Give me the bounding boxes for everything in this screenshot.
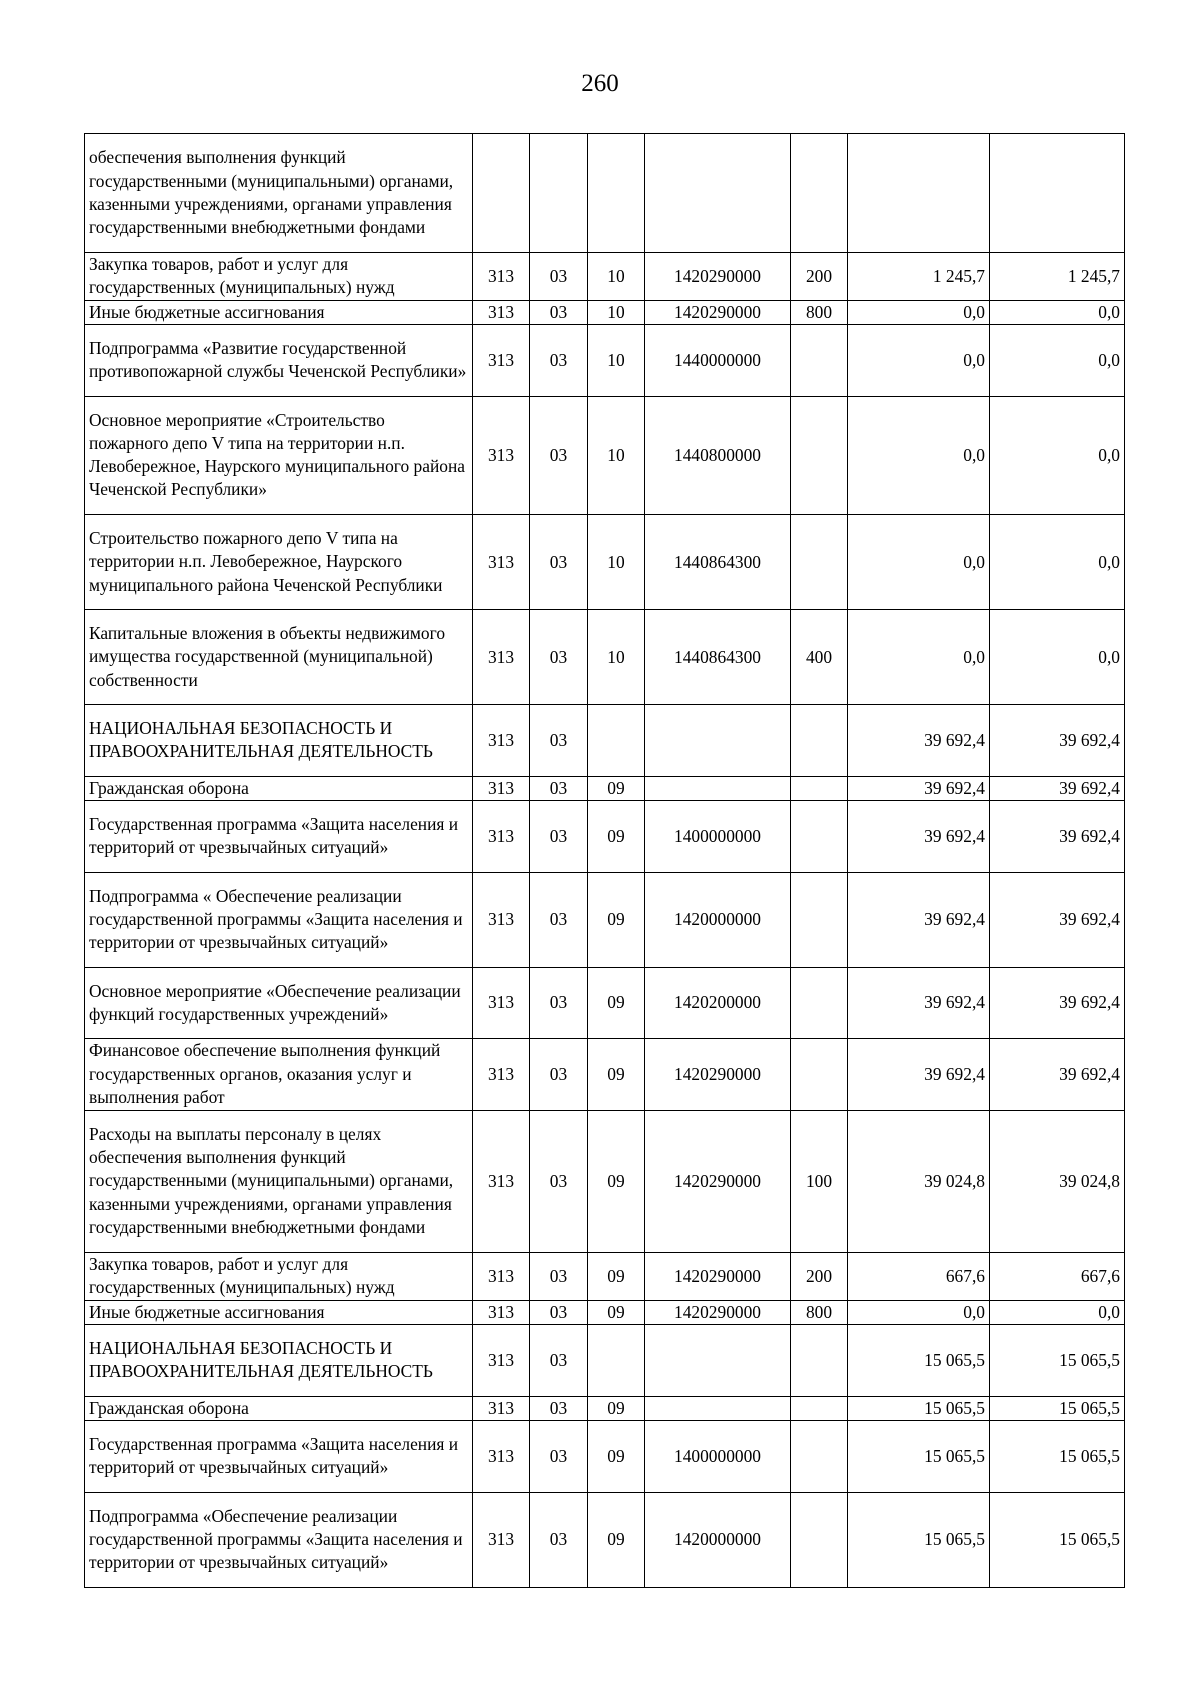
subsection-code: 09 bbox=[588, 1421, 645, 1493]
ministry-code: 313 bbox=[473, 705, 530, 777]
table-row bbox=[85, 1325, 1125, 1397]
table-row bbox=[85, 1396, 1125, 1421]
amount-1: 39 692,4 bbox=[848, 872, 990, 967]
ministry-code: 313 bbox=[473, 325, 530, 397]
table-row bbox=[85, 776, 1125, 801]
subsection-code: 09 bbox=[588, 801, 645, 873]
subsection-code bbox=[588, 1325, 645, 1397]
section-code: 03 bbox=[530, 1396, 588, 1421]
ministry-code: 313 bbox=[473, 610, 530, 705]
section-code: 03 bbox=[530, 776, 588, 801]
ministry-code: 313 bbox=[473, 776, 530, 801]
section-code: 03 bbox=[530, 801, 588, 873]
section-code: 03 bbox=[530, 872, 588, 967]
target-article-code bbox=[645, 705, 791, 777]
amount-1: 39 692,4 bbox=[848, 801, 990, 873]
ministry-code: 313 bbox=[473, 1396, 530, 1421]
table-row bbox=[85, 134, 1125, 253]
subsection-code: 09 bbox=[588, 1300, 645, 1325]
ministry-code: 313 bbox=[473, 872, 530, 967]
amount-2: 1 245,7 bbox=[990, 252, 1125, 300]
amount-2: 39 024,8 bbox=[990, 1110, 1125, 1252]
ministry-code: 313 bbox=[473, 396, 530, 515]
ministry-code: 313 bbox=[473, 801, 530, 873]
target-article-code: 1420290000 bbox=[645, 1110, 791, 1252]
section-code: 03 bbox=[530, 1325, 588, 1397]
row-name: Закупка товаров, работ и услуг для государственных (муниципальных) нужд bbox=[85, 1252, 473, 1300]
ministry-code: 313 bbox=[473, 1300, 530, 1325]
ministry-code: 313 bbox=[473, 1421, 530, 1493]
section-code: 03 bbox=[530, 325, 588, 397]
expense-type-code bbox=[791, 776, 848, 801]
subsection-code: 10 bbox=[588, 300, 645, 325]
expense-type-code: 200 bbox=[791, 1252, 848, 1300]
target-article-code: 1440864300 bbox=[645, 610, 791, 705]
amount-1: 0,0 bbox=[848, 515, 990, 610]
target-article-code: 1440000000 bbox=[645, 325, 791, 397]
section-code: 03 bbox=[530, 1039, 588, 1111]
ministry-code: 313 bbox=[473, 1039, 530, 1111]
expense-type-code bbox=[791, 396, 848, 515]
amount-2: 0,0 bbox=[990, 325, 1125, 397]
expense-type-code bbox=[791, 1421, 848, 1493]
table-row bbox=[85, 1421, 1125, 1493]
amount-2: 39 692,4 bbox=[990, 705, 1125, 777]
amount-1: 39 692,4 bbox=[848, 705, 990, 777]
amount-1: 39 024,8 bbox=[848, 1110, 990, 1252]
subsection-code: 09 bbox=[588, 967, 645, 1039]
ministry-code bbox=[473, 134, 530, 253]
budget-table bbox=[84, 133, 1125, 1588]
amount-2: 39 692,4 bbox=[990, 967, 1125, 1039]
ministry-code: 313 bbox=[473, 300, 530, 325]
subsection-code: 10 bbox=[588, 610, 645, 705]
row-name: Строительство пожарного депо V типа на территории н.п. Левобережное, Наурского муниципального района Чеченской Республики bbox=[85, 515, 473, 610]
row-name: Государственная программа «Защита населения и территорий от чрезвычайных ситуаций» bbox=[85, 1421, 473, 1493]
subsection-code: 09 bbox=[588, 872, 645, 967]
expense-type-code: 800 bbox=[791, 300, 848, 325]
target-article-code bbox=[645, 1325, 791, 1397]
table-row bbox=[85, 1300, 1125, 1325]
amount-2: 0,0 bbox=[990, 300, 1125, 325]
section-code: 03 bbox=[530, 1421, 588, 1493]
row-name: Основное мероприятие «Обеспечение реализации функций государственных учреждений» bbox=[85, 967, 473, 1039]
section-code: 03 bbox=[530, 515, 588, 610]
target-article-code: 1420000000 bbox=[645, 872, 791, 967]
amount-1: 15 065,5 bbox=[848, 1325, 990, 1397]
expense-type-code bbox=[791, 515, 848, 610]
amount-1 bbox=[848, 134, 990, 253]
subsection-code: 10 bbox=[588, 252, 645, 300]
row-name: Подпрограмма «Развитие государственной противопожарной службы Чеченской Республики» bbox=[85, 325, 473, 397]
amount-2: 0,0 bbox=[990, 610, 1125, 705]
subsection-code: 09 bbox=[588, 1396, 645, 1421]
row-name: Гражданская оборона bbox=[85, 776, 473, 801]
target-article-code: 1420290000 bbox=[645, 252, 791, 300]
row-name: Основное мероприятие «Строительство пожарного депо V типа на территории н.п. Левобережное, Наурского муниципального района Чеченской Республики» bbox=[85, 396, 473, 515]
section-code: 03 bbox=[530, 1252, 588, 1300]
amount-2: 0,0 bbox=[990, 515, 1125, 610]
target-article-code: 1420200000 bbox=[645, 967, 791, 1039]
ministry-code: 313 bbox=[473, 1325, 530, 1397]
amount-1: 15 065,5 bbox=[848, 1492, 990, 1587]
target-article-code: 1400000000 bbox=[645, 801, 791, 873]
amount-2: 15 065,5 bbox=[990, 1396, 1125, 1421]
ministry-code: 313 bbox=[473, 967, 530, 1039]
section-code: 03 bbox=[530, 1110, 588, 1252]
section-code bbox=[530, 134, 588, 253]
table-row bbox=[85, 1252, 1125, 1300]
section-code: 03 bbox=[530, 396, 588, 515]
expense-type-code bbox=[791, 325, 848, 397]
target-article-code: 1440800000 bbox=[645, 396, 791, 515]
target-article-code: 1420290000 bbox=[645, 300, 791, 325]
amount-1: 0,0 bbox=[848, 300, 990, 325]
section-code: 03 bbox=[530, 1300, 588, 1325]
table-row bbox=[85, 1039, 1125, 1111]
subsection-code: 09 bbox=[588, 1039, 645, 1111]
section-code: 03 bbox=[530, 967, 588, 1039]
row-name: Финансовое обеспечение выполнения функций государственных органов, оказания услуг и выполнения работ bbox=[85, 1039, 473, 1111]
table-row bbox=[85, 967, 1125, 1039]
expense-type-code bbox=[791, 801, 848, 873]
row-name: Гражданская оборона bbox=[85, 1396, 473, 1421]
amount-1: 15 065,5 bbox=[848, 1396, 990, 1421]
page-number: 260 bbox=[581, 70, 619, 97]
target-article-code bbox=[645, 1396, 791, 1421]
amount-2: 39 692,4 bbox=[990, 872, 1125, 967]
target-article-code: 1420290000 bbox=[645, 1039, 791, 1111]
subsection-code: 10 bbox=[588, 396, 645, 515]
table-row bbox=[85, 300, 1125, 325]
target-article-code: 1440864300 bbox=[645, 515, 791, 610]
amount-2: 15 065,5 bbox=[990, 1421, 1125, 1493]
expense-type-code: 100 bbox=[791, 1110, 848, 1252]
amount-1: 0,0 bbox=[848, 325, 990, 397]
amount-2 bbox=[990, 134, 1125, 253]
subsection-code: 09 bbox=[588, 1252, 645, 1300]
expense-type-code bbox=[791, 705, 848, 777]
subsection-code: 10 bbox=[588, 515, 645, 610]
amount-2: 0,0 bbox=[990, 1300, 1125, 1325]
row-name: обеспечения выполнения функций государственными (муниципальными) органами, казенными учреждениями, органами управления государственными внебюджетными фондами bbox=[85, 134, 473, 253]
ministry-code: 313 bbox=[473, 1110, 530, 1252]
expense-type-code: 400 bbox=[791, 610, 848, 705]
expense-type-code bbox=[791, 1325, 848, 1397]
amount-1: 1 245,7 bbox=[848, 252, 990, 300]
target-article-code: 1400000000 bbox=[645, 1421, 791, 1493]
expense-type-code bbox=[791, 872, 848, 967]
table-row bbox=[85, 801, 1125, 873]
amount-2: 15 065,5 bbox=[990, 1325, 1125, 1397]
table-row bbox=[85, 705, 1125, 777]
amount-1: 0,0 bbox=[848, 1300, 990, 1325]
table-row bbox=[85, 396, 1125, 515]
row-name: Закупка товаров, работ и услуг для государственных (муниципальных) нужд bbox=[85, 252, 473, 300]
amount-2: 39 692,4 bbox=[990, 776, 1125, 801]
row-name: НАЦИОНАЛЬНАЯ БЕЗОПАСНОСТЬ И ПРАВООХРАНИТЕЛЬНАЯ ДЕЯТЕЛЬНОСТЬ bbox=[85, 705, 473, 777]
row-name: Государственная программа «Защита населения и территорий от чрезвычайных ситуаций» bbox=[85, 801, 473, 873]
table-row bbox=[85, 872, 1125, 967]
row-name: НАЦИОНАЛЬНАЯ БЕЗОПАСНОСТЬ И ПРАВООХРАНИТЕЛЬНАЯ ДЕЯТЕЛЬНОСТЬ bbox=[85, 1325, 473, 1397]
target-article-code: 1420000000 bbox=[645, 1492, 791, 1587]
amount-1: 39 692,4 bbox=[848, 1039, 990, 1111]
table-row bbox=[85, 515, 1125, 610]
table-row bbox=[85, 1110, 1125, 1252]
expense-type-code bbox=[791, 134, 848, 253]
amount-1: 39 692,4 bbox=[848, 967, 990, 1039]
target-article-code bbox=[645, 134, 791, 253]
ministry-code: 313 bbox=[473, 252, 530, 300]
section-code: 03 bbox=[530, 705, 588, 777]
section-code: 03 bbox=[530, 300, 588, 325]
expense-type-code bbox=[791, 1039, 848, 1111]
amount-1: 15 065,5 bbox=[848, 1421, 990, 1493]
amount-2: 39 692,4 bbox=[990, 801, 1125, 873]
row-name: Иные бюджетные ассигнования bbox=[85, 300, 473, 325]
expense-type-code: 200 bbox=[791, 252, 848, 300]
target-article-code bbox=[645, 776, 791, 801]
target-article-code: 1420290000 bbox=[645, 1252, 791, 1300]
expense-type-code bbox=[791, 1492, 848, 1587]
amount-2: 0,0 bbox=[990, 396, 1125, 515]
subsection-code: 09 bbox=[588, 776, 645, 801]
subsection-code bbox=[588, 705, 645, 777]
subsection-code: 09 bbox=[588, 1110, 645, 1252]
table-row bbox=[85, 252, 1125, 300]
target-article-code: 1420290000 bbox=[645, 1300, 791, 1325]
row-name: Иные бюджетные ассигнования bbox=[85, 1300, 473, 1325]
amount-1: 0,0 bbox=[848, 610, 990, 705]
section-code: 03 bbox=[530, 252, 588, 300]
ministry-code: 313 bbox=[473, 1492, 530, 1587]
expense-type-code bbox=[791, 967, 848, 1039]
expense-type-code bbox=[791, 1396, 848, 1421]
amount-2: 667,6 bbox=[990, 1252, 1125, 1300]
row-name: Подпрограмма «Обеспечение реализации государственной программы «Защита населения и территории от чрезвычайных ситуаций» bbox=[85, 1492, 473, 1587]
amount-1: 667,6 bbox=[848, 1252, 990, 1300]
section-code: 03 bbox=[530, 1492, 588, 1587]
subsection-code: 09 bbox=[588, 1492, 645, 1587]
amount-1: 0,0 bbox=[848, 396, 990, 515]
table-row bbox=[85, 325, 1125, 397]
ministry-code: 313 bbox=[473, 515, 530, 610]
row-name: Подпрограмма « Обеспечение реализации государственной программы «Защита населения и территории от чрезвычайных ситуаций» bbox=[85, 872, 473, 967]
amount-2: 15 065,5 bbox=[990, 1492, 1125, 1587]
amount-2: 39 692,4 bbox=[990, 1039, 1125, 1111]
ministry-code: 313 bbox=[473, 1252, 530, 1300]
table-row bbox=[85, 610, 1125, 705]
section-code: 03 bbox=[530, 610, 588, 705]
row-name: Капитальные вложения в объекты недвижимого имущества государственной (муниципальной) собственности bbox=[85, 610, 473, 705]
expense-type-code: 800 bbox=[791, 1300, 848, 1325]
amount-1: 39 692,4 bbox=[848, 776, 990, 801]
row-name: Расходы на выплаты персоналу в целях обеспечения выполнения функций государственными (муниципальными) органами, казенными учреждениями, органами управления государственными внебюджетными фондами bbox=[85, 1110, 473, 1252]
subsection-code bbox=[588, 134, 645, 253]
table-row bbox=[85, 1492, 1125, 1587]
subsection-code: 10 bbox=[588, 325, 645, 397]
